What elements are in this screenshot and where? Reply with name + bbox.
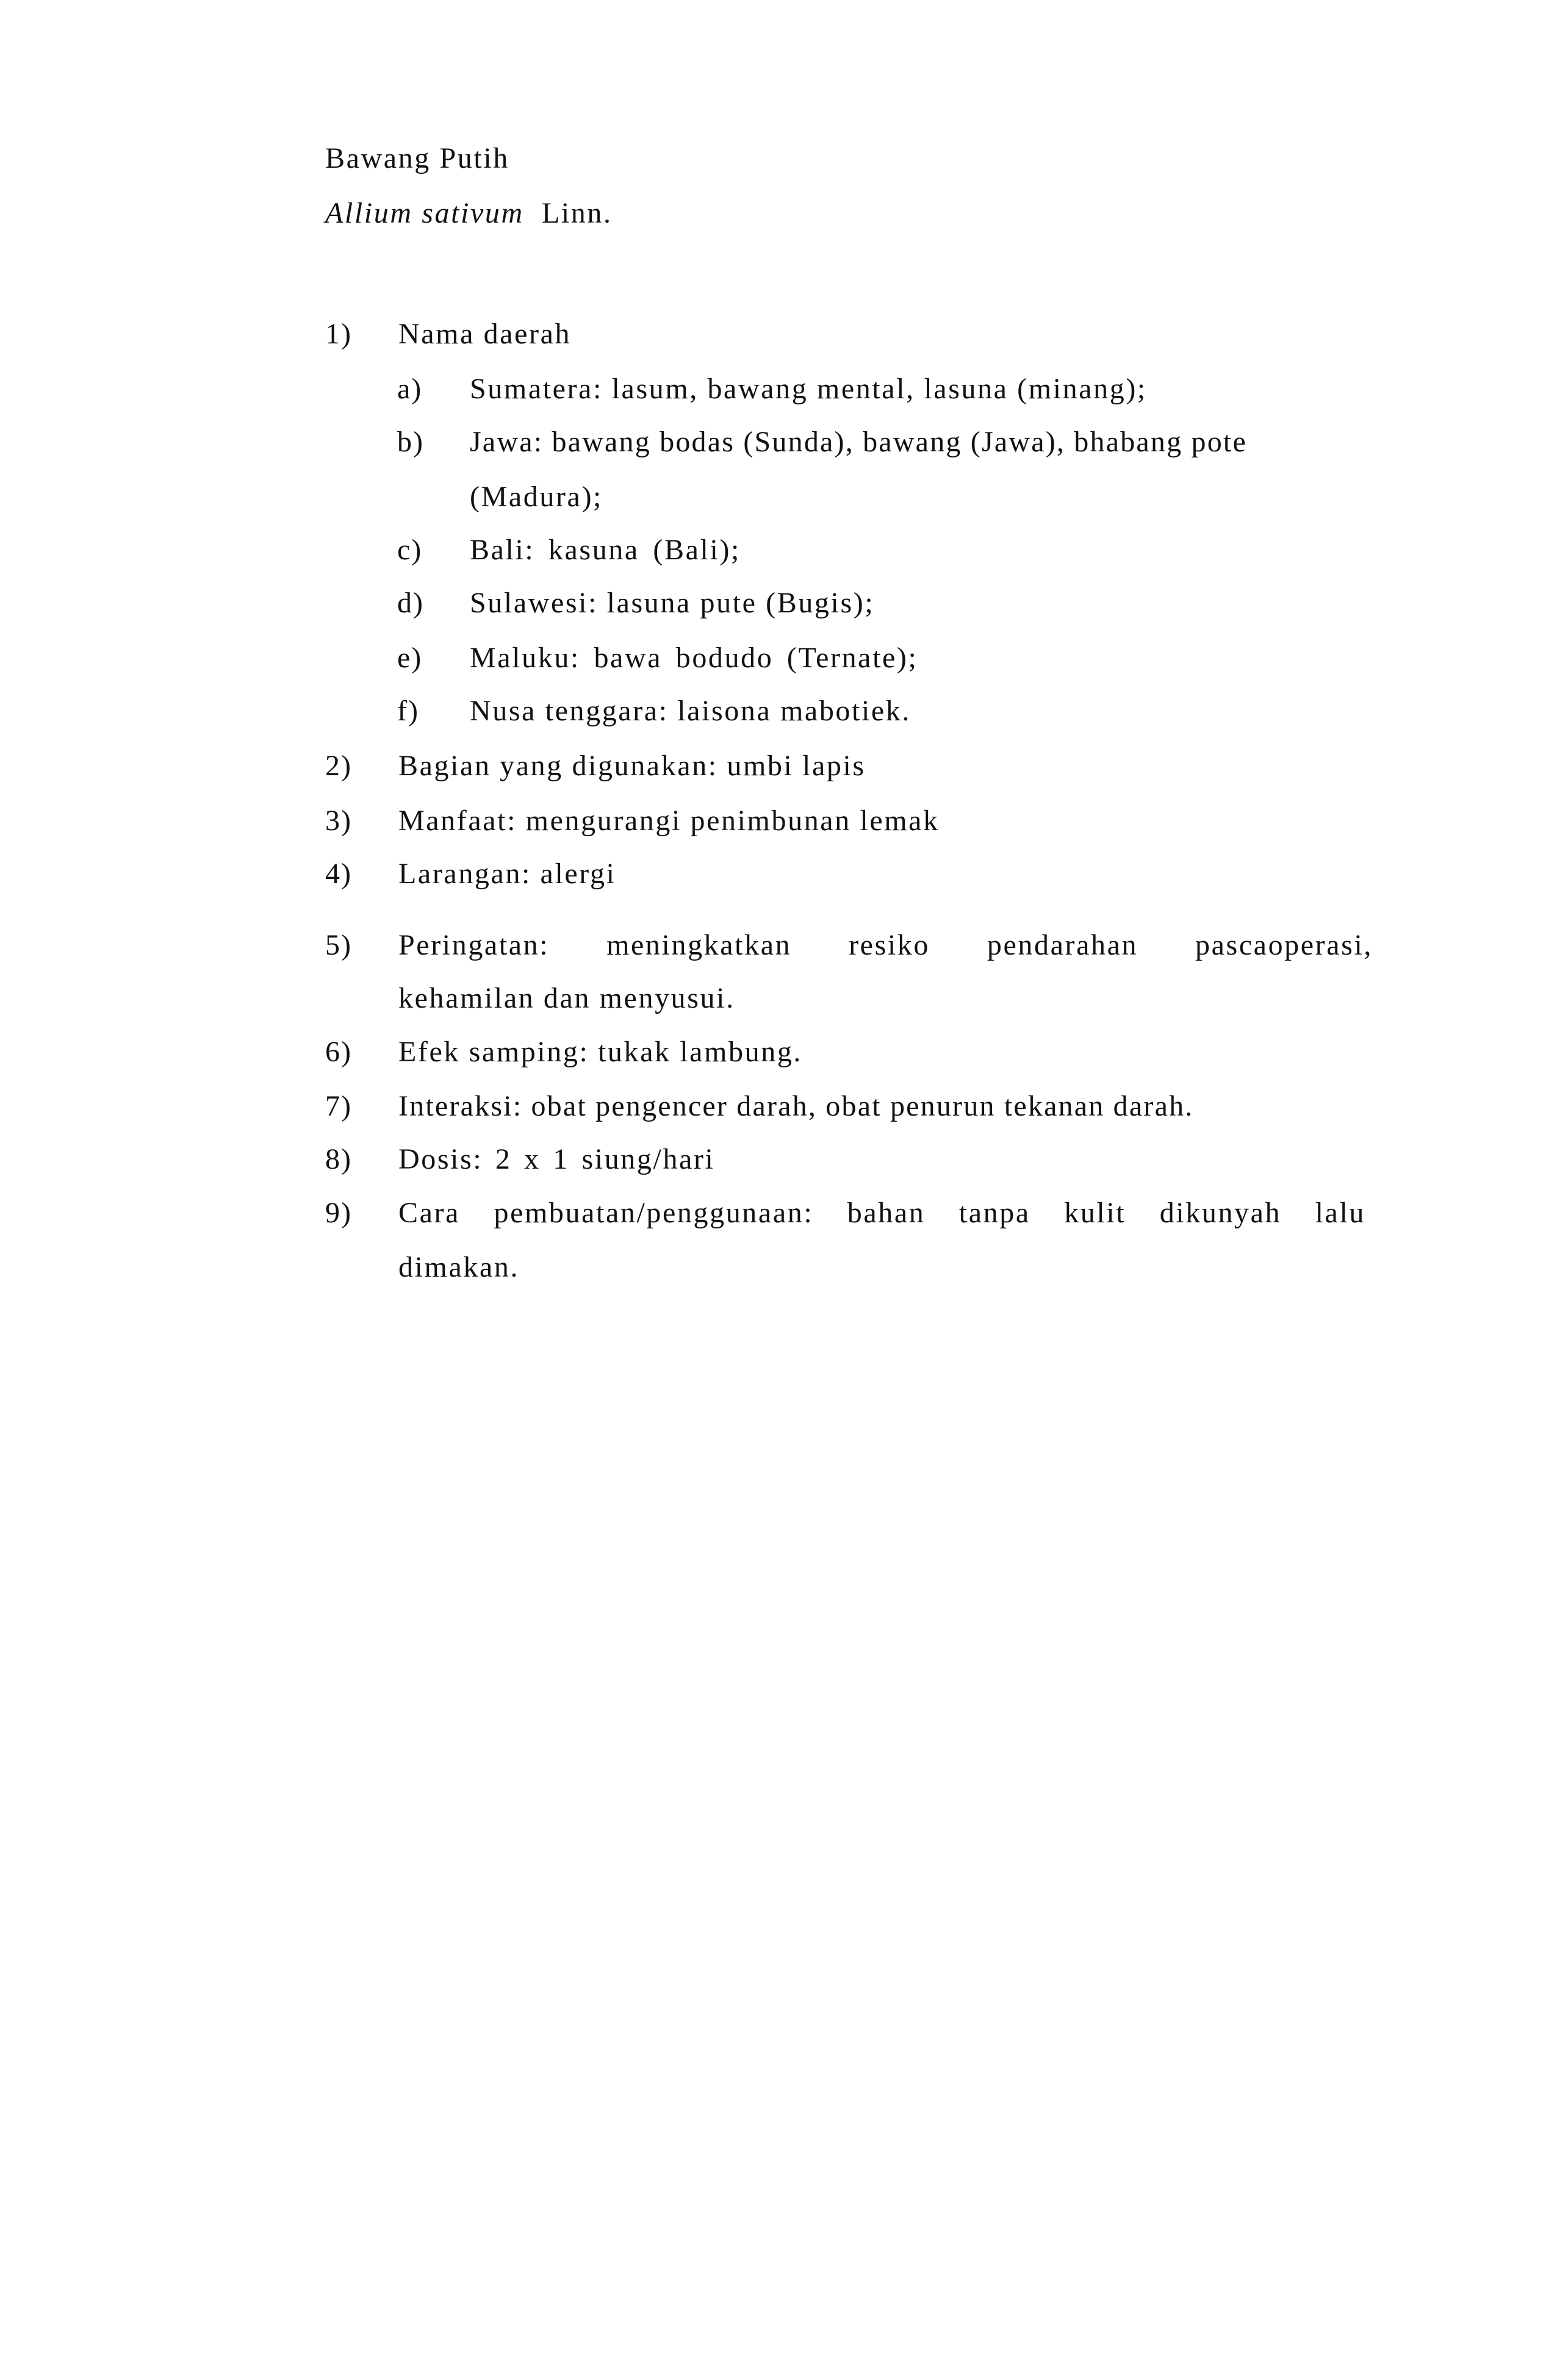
subitem-text: Nusa tenggara: laisona mabotiek. — [470, 695, 911, 727]
item-text: Efek samping: tukak lambung. — [398, 1036, 803, 1068]
item-number: 1) — [325, 318, 352, 350]
plant-title: Bawang Putih — [325, 142, 509, 174]
item-text: Interaksi: obat pengencer darah, obat penurun tekanan darah. — [398, 1090, 1194, 1122]
item-number: 6) — [325, 1036, 352, 1068]
item-number: 3) — [325, 805, 352, 837]
subitem-letter: a) — [397, 373, 423, 405]
subitem-text: Jawa: bawang bodas (Sunda), bawang (Jawa), bhabang pote — [470, 426, 1247, 458]
subitem-text: Bali: kasuna (Bali); — [470, 534, 741, 566]
item-number: 8) — [325, 1143, 352, 1175]
subitem-text: Maluku: bawa bodudo (Ternate); — [470, 642, 918, 674]
item-text: Nama daerah — [398, 318, 572, 350]
scientific-author: Linn. — [541, 197, 613, 229]
subitem-letter: f) — [397, 695, 419, 727]
scientific-name: Allium sativum — [325, 197, 524, 229]
item-text: Manfaat: mengurangi penimbunan lemak — [398, 805, 940, 837]
item-text: Larangan: alergi — [398, 858, 616, 890]
item-number: 7) — [325, 1090, 352, 1122]
item-text: Peringatan: meningkatkan resiko pendarahan pascaoperasi, — [398, 929, 1373, 961]
item-number: 2) — [325, 750, 352, 782]
item-text-continued: dimakan. — [398, 1251, 520, 1283]
item-text: Bagian yang digunakan: umbi lapis — [398, 750, 866, 782]
item-number: 5) — [325, 929, 352, 961]
subitem-text-continued: (Madura); — [470, 481, 603, 513]
item-text: Dosis: 2 x 1 siung/hari — [398, 1143, 715, 1175]
item-number: 4) — [325, 858, 352, 890]
subitem-letter: e) — [397, 642, 423, 674]
item-number: 9) — [325, 1197, 352, 1229]
item-text-continued: kehamilan dan menyusui. — [398, 982, 735, 1014]
item-text: Cara pembuatan/penggunaan: bahan tanpa kulit dikunyah lalu — [398, 1197, 1365, 1229]
subitem-letter: b) — [397, 426, 424, 458]
subitem-letter: c) — [397, 534, 423, 566]
subitem-text: Sumatera: lasum, bawang mental, lasuna (minang); — [470, 373, 1147, 405]
subitem-text: Sulawesi: lasuna pute (Bugis); — [470, 587, 875, 619]
scientific-name-line — [325, 195, 613, 232]
subitem-letter: d) — [397, 587, 424, 619]
